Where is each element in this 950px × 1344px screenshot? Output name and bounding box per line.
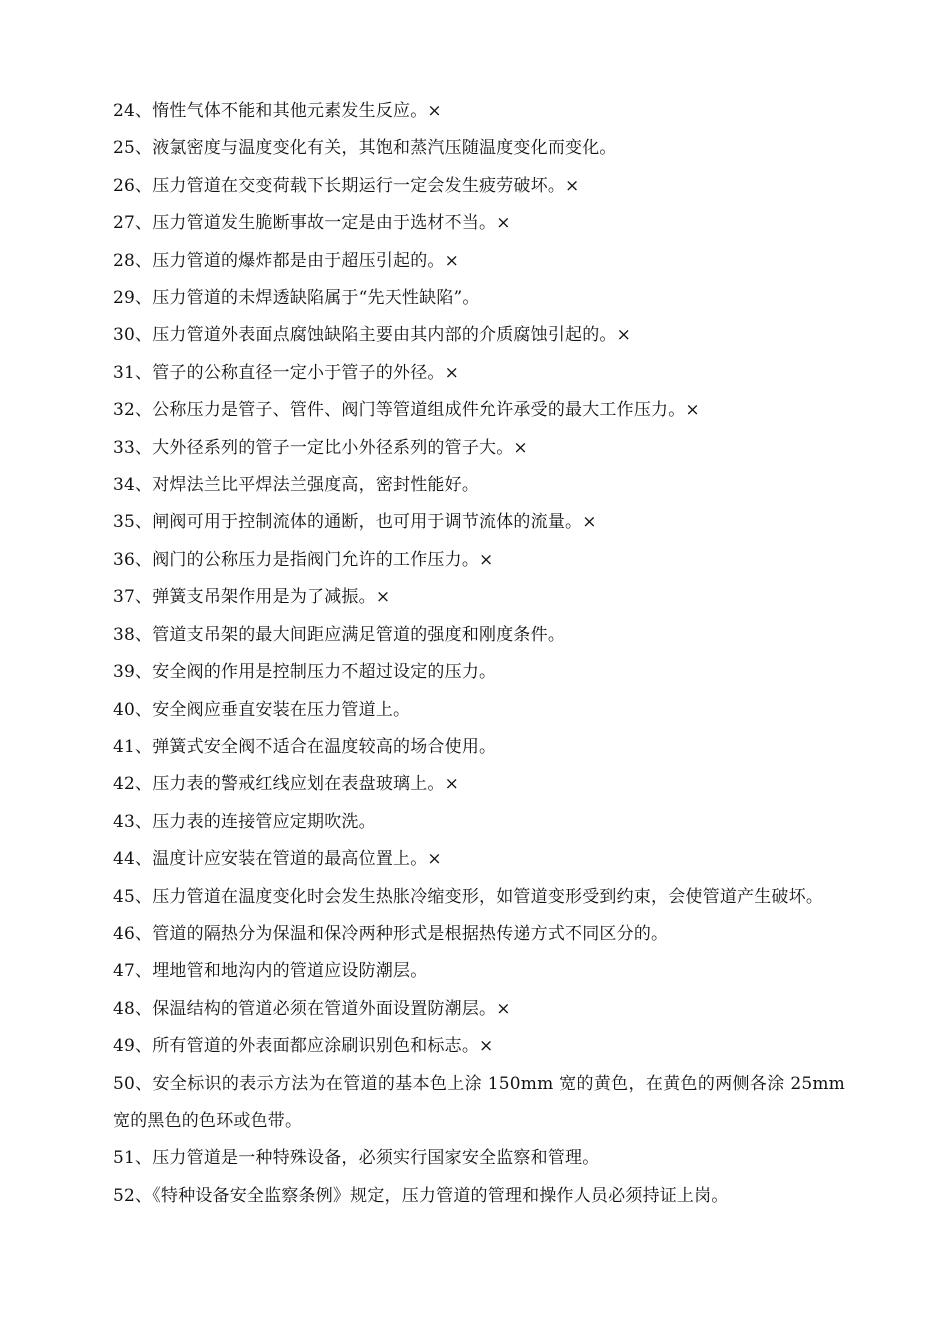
list-item: 36、阀门的公称压力是指阀门允许的工作压力。× <box>113 549 494 570</box>
list-item: 35、闸阀可用于控制流体的通断，也可用于调节流体的流量。× <box>113 512 597 533</box>
list-item: 49、所有管道的外表面都应涂刷识别色和标志。× <box>113 1036 494 1057</box>
list-item: 51、压力管道是一种特殊设备，必须实行国家安全监察和管理。 <box>113 1148 600 1169</box>
list-item: 24、惰性气体不能和其他元素发生反应。× <box>113 101 442 121</box>
list-item: 48、保温结构的管道必须在管道外面设置防潮层。× <box>113 998 511 1019</box>
list-item: 46、管道的隔热分为保温和保冷两种形式是根据热传递方式不同区分的。 <box>113 923 669 944</box>
list-item: 34、对焊法兰比平焊法兰强度高，密封性能好。 <box>113 475 480 496</box>
list-item: 42、压力表的警戒红线应划在表盘玻璃上。× <box>113 774 460 795</box>
list-item: 29、压力管道的未焊透缺陷属于“先天性缺陷”。 <box>113 288 480 309</box>
list-item: 31、管子的公称直径一定小于管子的外径。× <box>113 362 460 383</box>
list-item: 41、弹簧式安全阀不适合在温度较高的场合使用。 <box>113 736 497 757</box>
list-item: 37、弹簧支吊架作用是为了减振。× <box>113 587 391 608</box>
list-item: 33、大外径系列的管子一定比小外径系列的管子大。× <box>113 437 528 458</box>
list-item: 47、埋地管和地沟内的管道应设防潮层。 <box>113 961 428 982</box>
list-item: 39、安全阀的作用是控制压力不超过设定的压力。 <box>113 662 497 683</box>
list-item: 38、管道支吊架的最大间距应满足管道的强度和刚度条件。 <box>113 624 566 645</box>
list-item: 32、公称压力是管子、管件、阀门等管道组成件允许承受的最大工作压力。× <box>113 400 700 421</box>
list-item: 52、《特种设备安全监察条例》规定，压力管道的管理和操作人员必须持证上岗。 <box>113 1185 729 1206</box>
list-item: 26、压力管道在交变荷载下长期运行一定会发生疲劳破坏。× <box>113 175 580 196</box>
list-item: 45、压力管道在温度变化时会发生热胀冷缩变形，如管道变形受到约束，会使管道产生破坏。 <box>113 886 824 907</box>
list-item: 43、压力表的连接管应定期吹洗。 <box>113 811 376 832</box>
list-item: 50、安全标识的表示方法为在管道的基本色上涂 150mm 宽的黄色，在黄色的两侧各涂 25mm 宽的黑色的色环或色带。 <box>113 1073 845 1131</box>
list-item: 40、安全阀应垂直安装在压力管道上。 <box>113 699 411 720</box>
list-item: 27、压力管道发生脆断事故一定是由于选材不当。× <box>113 213 511 234</box>
list-item: 44、温度计应安装在管道的最高位置上。× <box>113 849 442 870</box>
list-item: 28、压力管道的爆炸都是由于超压引起的。× <box>113 250 460 271</box>
question-list <box>113 93 845 1215</box>
list-item: 30、压力管道外表面点腐蚀缺陷主要由其内部的介质腐蚀引起的。× <box>113 325 632 346</box>
list-item: 25、液氯密度与温度变化有关，其饱和蒸汽压随温度变化而变化。 <box>113 138 617 159</box>
